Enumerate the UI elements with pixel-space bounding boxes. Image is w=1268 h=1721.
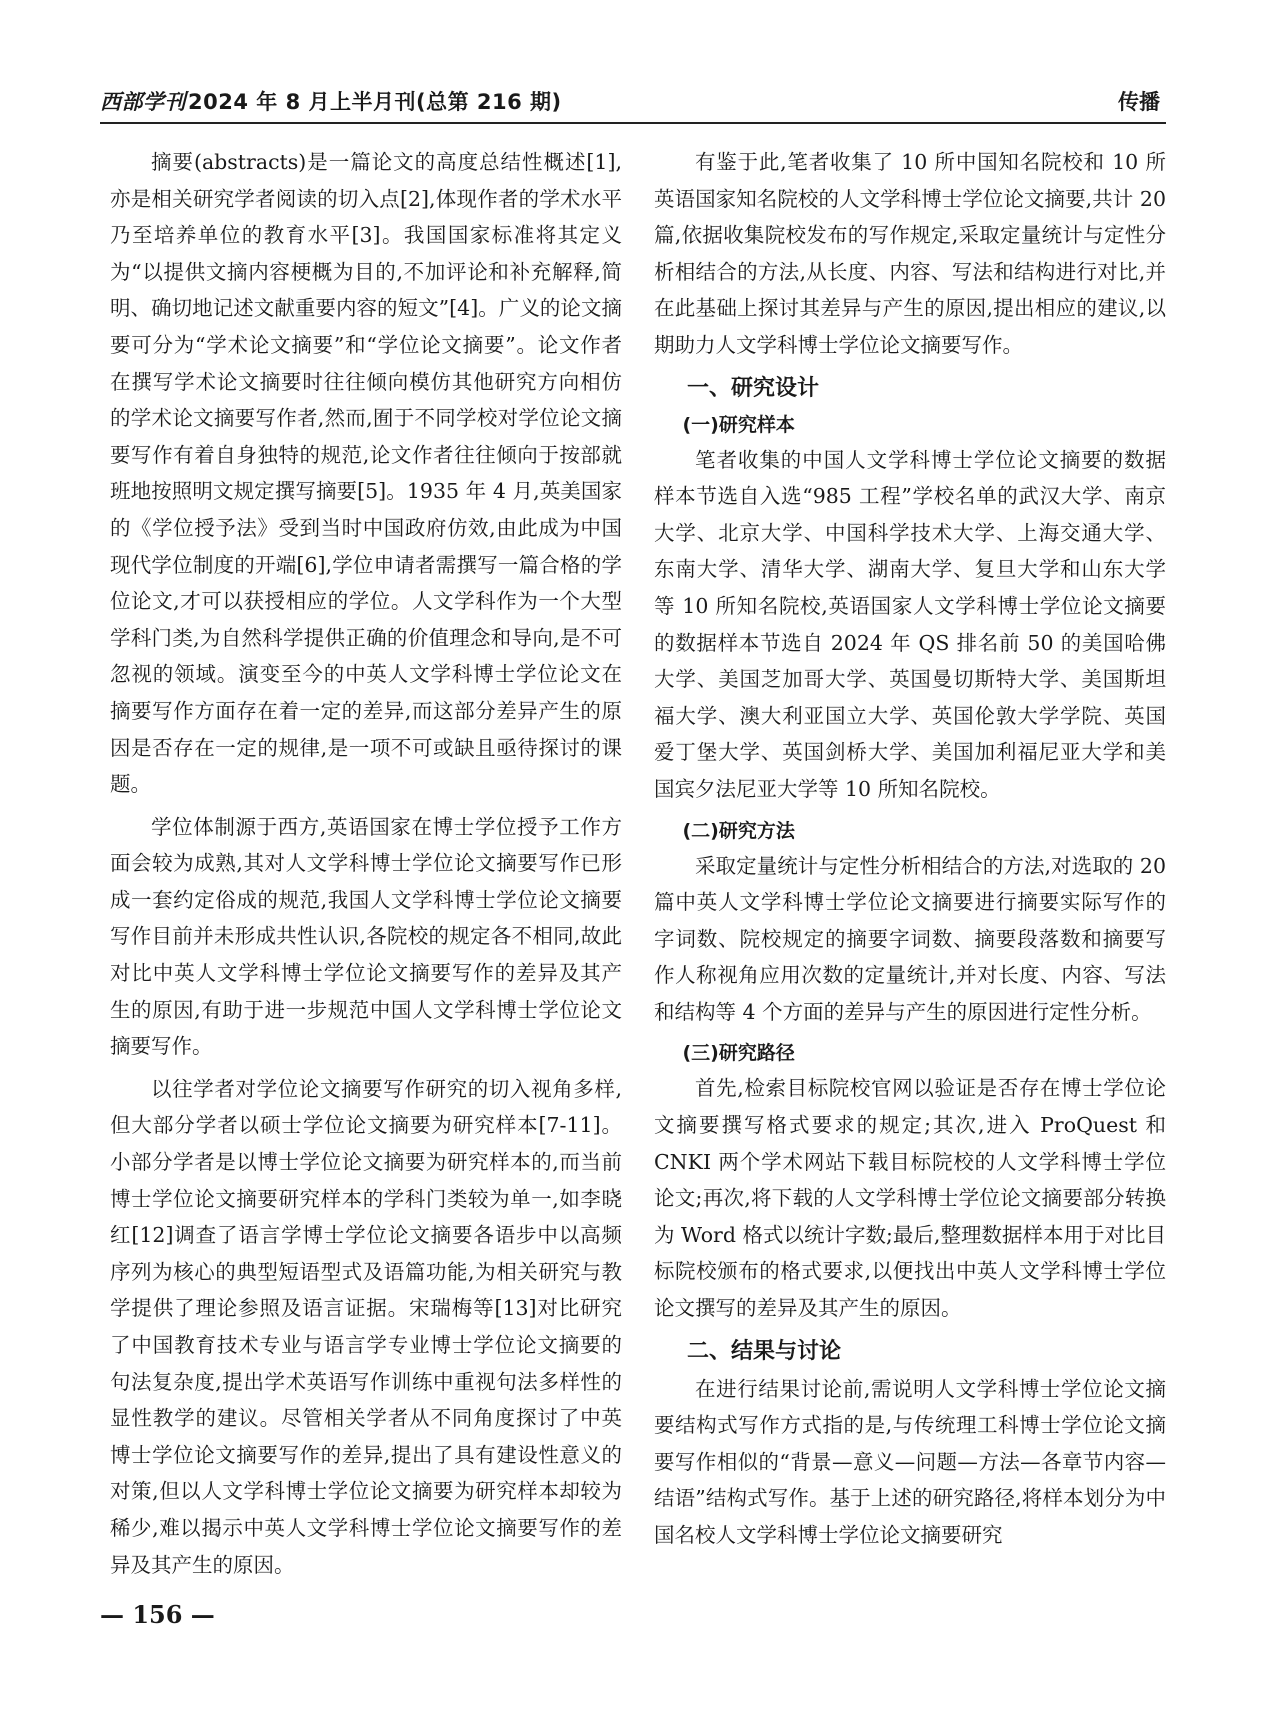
journal-logo: 西部学刊 bbox=[100, 89, 186, 114]
page-number: — 156 — bbox=[100, 1600, 215, 1629]
paragraph: 摘要(abstracts)是一篇论文的高度总结性概述[1],亦是相关研究学者阅读的切入点[2],体现作者的学术水平乃至培养单位的教育水平[3]。我国国家标准将其定义为“以提供文摘内容梗概为目的,不加评论和补充解释,简明、确切地记述文献重要内容的短文”[4]。广义的论文摘要可分为“学术论文摘要”和“学位论文摘要”。论文作者在撰写学术论文摘要时往往倾向模仿其他研究方向相仿的学术论文摘要写作者,然而,囿于不同学校对学位论文摘要写作有着自身独特的规范,论文作者往往倾向于按部就班地按照明文规定撰写摘要[5]。1935 年 4 月,英美国家的《学位授予法》受到当时中国政府仿效,由此成为中国现代学位制度的开端[6],学位申请者需撰写一篇合格的学位论文,才可以获授相应的学位。人文学科作为一个大型学科门类,为自然科学提供正确的价值理念和导向,是不可忽视的领域。演变至今的中英人文学科博士学位论文在摘要写作方面存在着一定的差异,而这部分差异产生的原因是否存在一定的规律,是一项不可或缺且亟待探讨的课题。 bbox=[110, 150, 622, 797]
paragraph: 采取定量统计与定性分析相结合的方法,对选取的 20 篇中英人文学科博士学位论文摘要进行摘要实际写作的字词数、院校规定的摘要字词数、摘要段落数和摘要写作人称视角应用次数的定量统计,并对长度、内容、写法和结构等 4 个方面的差异与产生的原因进行定性分析。 bbox=[654, 853, 1166, 1024]
paragraph: 在进行结果讨论前,需说明人文学科博士学位论文摘要结构式写作方式指的是,与传统理工科博士学位论文摘要写作相似的“背景—意义—问题—方法—各章节内容—结语”结构式写作。基于上述的研究路径,将样本划分为中国名校人文学科博士学位论文摘要研究 bbox=[654, 1376, 1166, 1547]
paragraph: 有鉴于此,笔者收集了 10 所中国知名院校和 10 所英语国家知名院校的人文学科博士学位论文摘要,共计 20 篇,依据收集院校发布的写作规定,采取定量统计与定性分析相结合的方法,从长度、内容、写法和结构进行对比,并在此基础上探讨其差异与产生的原因,提出相应的建议,以期助力人文学科博士学位论文摘要写作。 bbox=[654, 150, 1166, 357]
section-heading-results: 二、结果与讨论 bbox=[687, 1338, 842, 1364]
right-column bbox=[654, 144, 1166, 1560]
paragraph: 笔者收集的中国人文学科博士学位论文摘要的数据样本节选自入选“985 工程”学校名单的武汉大学、南京大学、北京大学、中国科学技术大学、上海交通大学、东南大学、清华大学、湖南大学、复旦大学和山东大学等 10 所知名院校,英语国家人文学科博士学位论文摘要的数据样本节选自 2024 年 QS 排名前 50 的美国哈佛大学、美国芝加哥大学、英国曼切斯特大学、美国斯坦福大学、澳大利亚国立大学、英国伦敦大学学院、英国爱丁堡大学、英国剑桥大学、美国加利福尼亚大学和美国宾夕法尼亚大学等 10 所知名院校。 bbox=[654, 447, 1166, 801]
left-column bbox=[110, 144, 622, 1589]
paragraph: 以往学者对学位论文摘要写作研究的切入视角多样,但大部分学者以硕士学位论文摘要为研究样本[7-11]。小部分学者是以博士学位论文摘要为研究样本的,而当前博士学位论文摘要研究样本的学科门类较为单一,如李晓红[12]调查了语言学博士学位论文摘要各语步中以高频序列为核心的典型短语型式及语篇功能,为相关研究与教学提供了理论参照及语言证据。宋瑞梅等[13]对比研究了中国教育技术专业与语言学专业博士学位论文摘要的句法复杂度,提出学术英语写作训练中重视句法多样性的显性教学的建议。尽管相关学者从不同角度探讨了中英博士学位论文摘要写作的差异,提出了具有建设性意义的对策,但以人文学科博士学位论文摘要为研究样本却较为稀少,难以揭示中英人文学科博士学位论文摘要写作的差异及其产生的原因。 bbox=[110, 1076, 622, 1577]
paragraph: 学位体制源于西方,英语国家在博士学位授予工作方面会较为成熟,其对人文学科博士学位论文摘要写作已形成一套约定俗成的规范,我国人文学科博士学位论文摘要写作目前并未形成共性认识,各院校的规定各不相同,故此对比中英人文学科博士学位论文摘要写作的差异及其产生的原因,有助于进一步规范中国人文学科博士学位论文摘要写作。 bbox=[110, 814, 622, 1059]
journal-issue bbox=[100, 88, 562, 116]
issue-info: 2024 年 8 月上半月刊(总第 216 期) bbox=[188, 90, 562, 114]
section-heading-design: 一、研究设计 bbox=[687, 375, 820, 401]
subsection-heading-sample: (一)研究样本 bbox=[682, 413, 795, 436]
paragraph: 首先,检索目标院校官网以验证是否存在博士学位论文摘要撰写格式要求的规定;其次,进入 ProQuest 和 CNKI 两个学术网站下载目标院校的人文学科博士学位论文;再次,将下载的人文学科博士学位论文摘要部分转换为 Word 格式以统计字数;最后,整理数据样本用于对比目标院校颁布的格式要求,以便找出中英人文学科博士学位论文撰写的差异及其产生的原因。 bbox=[654, 1076, 1166, 1321]
section-label: 传播 bbox=[1118, 90, 1160, 114]
running-header bbox=[100, 88, 1166, 124]
subsection-heading-method: (二)研究方法 bbox=[682, 819, 795, 842]
subsection-heading-path: (三)研究路径 bbox=[682, 1042, 795, 1065]
